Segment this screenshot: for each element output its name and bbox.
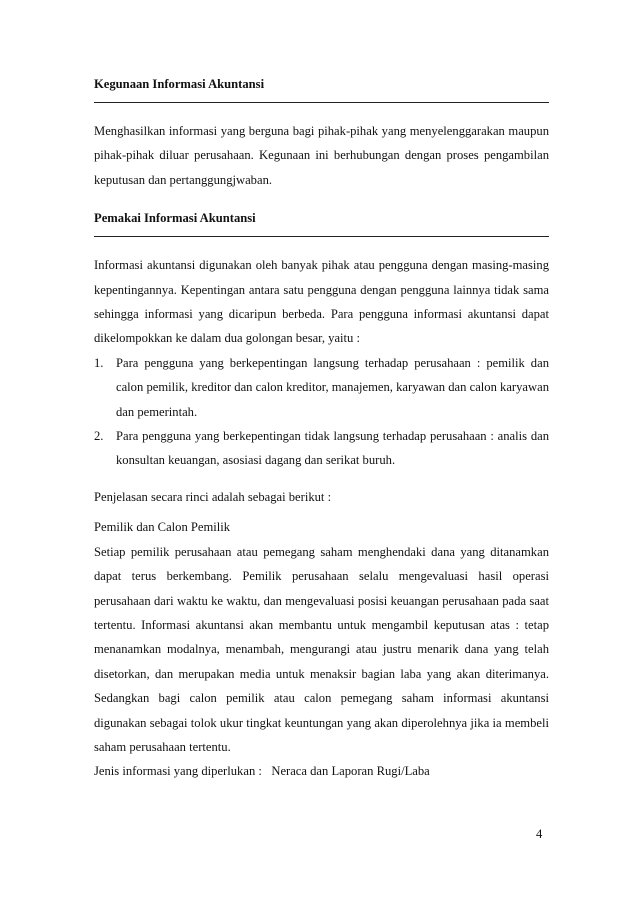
page-number: 4 [536, 827, 543, 841]
list-number: 1. [94, 355, 104, 370]
section-heading-kegunaan: Kegunaan Informasi Akuntansi [94, 77, 265, 91]
list-item [94, 424, 549, 473]
list-text: Para pengguna yang berkepentingan tidak langsung terhadap perusahaan : analis dan konsultan keuangan, asosiasi dagang dan serikat buruh. [116, 429, 549, 468]
page-content [94, 74, 549, 784]
spacer [94, 473, 549, 485]
pemakai-paragraph: Informasi akuntansi digunakan oleh banyak pihak atau pengguna dengan masing-masing kepentingannya. Kepentingan antara satu pengguna dengan pengguna lainnya tidak sama sehingga informasi yang dicaripun berbeda. Para pengguna informasi akuntansi dapat dikelompokkan ke dalam dua golongan besar, yaitu : [94, 258, 549, 346]
heading-rule [94, 236, 549, 237]
heading-rule [94, 102, 549, 103]
section-heading-pemakai: Pemakai Informasi Akuntansi [94, 211, 256, 226]
explanation-line: Penjelasan secara rinci adalah sebagai berikut : [94, 489, 332, 504]
list-number: 2. [94, 429, 104, 444]
required-info-line [94, 759, 549, 783]
kegunaan-paragraph: Menghasilkan informasi yang berguna bagi pihak-pihak yang menyelenggarakan maupun pihak-pihak diluar perusahaan. Kegunaan ini berhubungan dengan proses pengambilan keputusan dan pertanggungjwaban. [94, 124, 549, 187]
spacer [94, 192, 549, 208]
list-text: Para pengguna yang berkepentingan langsung terhadap perusahaan : pemilik dan calon pemilik, kreditor dan calon kreditor, manajemen, karyawan dan calon karyawan dan pemerintah. [116, 355, 549, 419]
list-item [94, 351, 549, 424]
required-info-value: Neraca dan Laporan Rugi/Laba [271, 764, 430, 779]
required-info-label: Jenis informasi yang diperlukan : [94, 764, 262, 779]
pemilik-paragraph: Setiap pemilik perusahaan atau pemegang saham menghendaki dana yang ditanamkan dapat terus berkembang. Pemilik perusahaan selalu mengevaluasi hasil operasi perusahaan dari waktu ke waktu, dan mengevaluasi posisi keuangan perusahaan pada saat tertentu. Informasi akuntansi akan membantu untuk mengambil keputusan atas : tetap menanamkan modalnya, menambah, mengurangi atau justru menarik dana yang telah disetorkan, dan merupakan media untuk menaksir bagian laba yang akan diterimanya. Sedangkan bagi calon pemilik atau calon pemegang saham informasi akuntansi digunakan sebagai tolok ukur tingkat keuntungan yang akan diperolehnya jika ia membeli saham perusahaan tertentu. [94, 544, 549, 754]
subsection-title: Pemilik dan Calon Pemilik [94, 520, 231, 535]
user-groups-list [94, 351, 549, 473]
